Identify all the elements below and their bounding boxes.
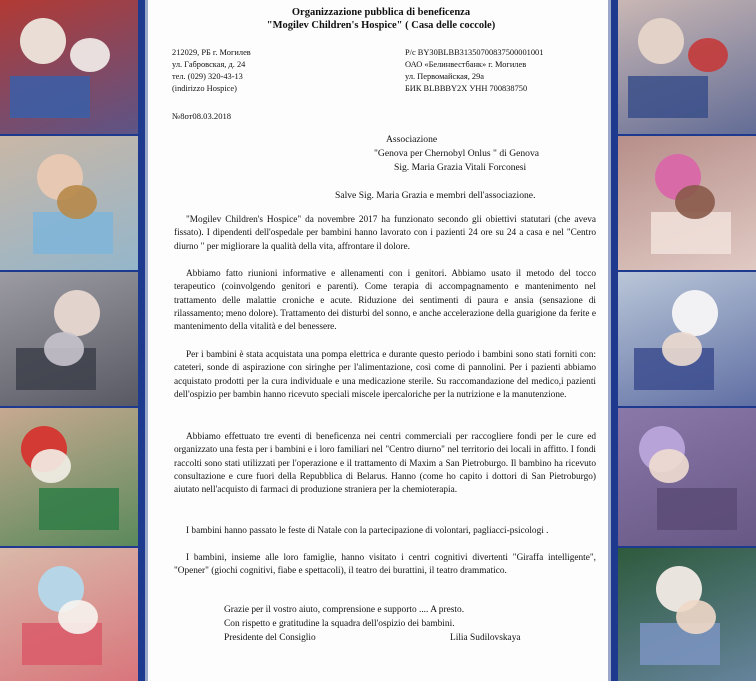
reference-number: №8от08.03.2018 [172,111,232,121]
signer-name: Lilia Sudilovskaya [450,633,521,643]
photo-child-in-beanbag [618,408,756,546]
recipient-line: Sig. Maria Grazia Vitali Forconesi [394,162,527,173]
photo-santa-visit [0,0,138,134]
paragraph-supplies: Per i bambini è stata acquistata una pompa elettrica e durante questo periodo i bambini sono stati forniti con: cateteri, sonde di aspirazione con siringhe per l'alimentazione, così come di pannolini. Per i pazienti abbiamo acquistato prodotti per la cura individuale e una medicazione sterile. Su raccomandazione del medico,i pazienti dell'ospizio per bambin hanno ricevuto speciali miscele ipercaloriche per la nutrizione e la manutenzione. [174,350,596,401]
left-photo-column [0,0,138,681]
letter-page [145,0,611,681]
closing-regards: Con rispetto e gratitudine la squadra dell'ospizio dei bambini. [224,619,455,629]
president-title: Presidente del Consiglio [224,633,316,643]
right-photo-column [618,0,756,681]
bank-line: ОАО «Белинвестбанк» г. Могилев [405,60,527,69]
bank-line: ул. Первомайская, 29а [405,72,485,81]
bank-line: БИК BLBBBY2X УНН 700838750 [405,84,528,93]
paragraph-visits: I bambini, insieme alle loro famiglie, hanno visitato i centri cognitivi divertenti "Giraffa intelligente", "Opener" (giochi cognitivi, fiabe e spettacoli), il teatro dei burattini, il teatro drammatico. [174,553,596,577]
photo-christmas-banner [0,408,138,546]
bank-line: Р/с BY30BLBB31350700837500001001 [405,48,544,57]
closing-thanks: Grazie per il vostro aiuto, comprensione e supporto .... A presto. [224,605,465,615]
address-line: 212029, РБ г. Могилев [172,48,251,57]
organization-subtitle: "Mogilev Children's Hospice" ( Casa delle coccole) [266,20,496,31]
address-line: (indirizzo Hospice) [172,84,237,93]
paragraph-christmas: I bambini hanno passato le feste di Natale con la partecipazione di volontari, pagliacci-psicologi . [186,526,549,536]
photo-boy-at-table [0,272,138,406]
paragraph-fundraising: Abbiamo effettuato tre eventi di beneficenza nei centri commerciali per raccogliere fondi per le cure ed organizzato una festa per i bambini e i loro familiari nel "Centro diurno" nel territorio dei locali in affitto. I fondi raccolti sono stati utilizzati per l'operazione e il trattamento di Maxim a San Pietroburgo. Il bambino ha ricevuto consultazione e cure fuori della Repubblica di Belarus. Hanno (come ho capito i dottori di San Pietroburgo) aiutato nell'acquisto di farmaci di produzione straniera per la chemioterapia. [174,432,596,496]
photo-girl-in-bed [618,136,756,270]
address-line: тел. (029) 320-43-13 [172,72,243,81]
photo-boys-with-gifts [618,0,756,134]
photo-child-resting [618,548,756,681]
photo-boy-with-tube [618,272,756,406]
recipient-line: "Genova per Chernobyl Onlus " di Genova [374,148,540,159]
photo-child-with-teddy [0,136,138,270]
address-line: ул. Габровская, д. 24 [172,60,246,69]
greeting: Salve Sig. Maria Grazia e membri dell'associazione. [335,190,536,201]
organization-name: Organizzazione pubblica di beneficenza [291,7,471,18]
paragraph-intro: "Mogilev Children's Hospice" da novembre 2017 ha funzionato secondo gli obiettivi statutari (che aveva fissato). I dipendenti dell'ospedale per bambini hanno lavorato con i pazienti 24 ore su 24 a casa e nel "Centro diurno " per migliorare la qualità della vita, affrontare il dolore. [174,215,596,252]
recipient-line: Associazione [386,134,438,145]
photo-girl-with-medicines [0,548,138,681]
paragraph-meetings: Abbiamo fatto riunioni informative e allenamenti con i genitori. Abbiamo usato il metodo del tocco terapeutico (coinvolgendo genitori e parenti). Come terapia di accompagnamento e mantenimento nel trattamento delle malattie croniche e acute. Riduzione dei sentimenti di paura e ansia (sensazione di rilassamento; meno dolore). Trattamento dei disturbi del sonno, e anche accelerazione della guarigione da ferite e mantenimento della vitalità e del benessere. [174,269,596,333]
